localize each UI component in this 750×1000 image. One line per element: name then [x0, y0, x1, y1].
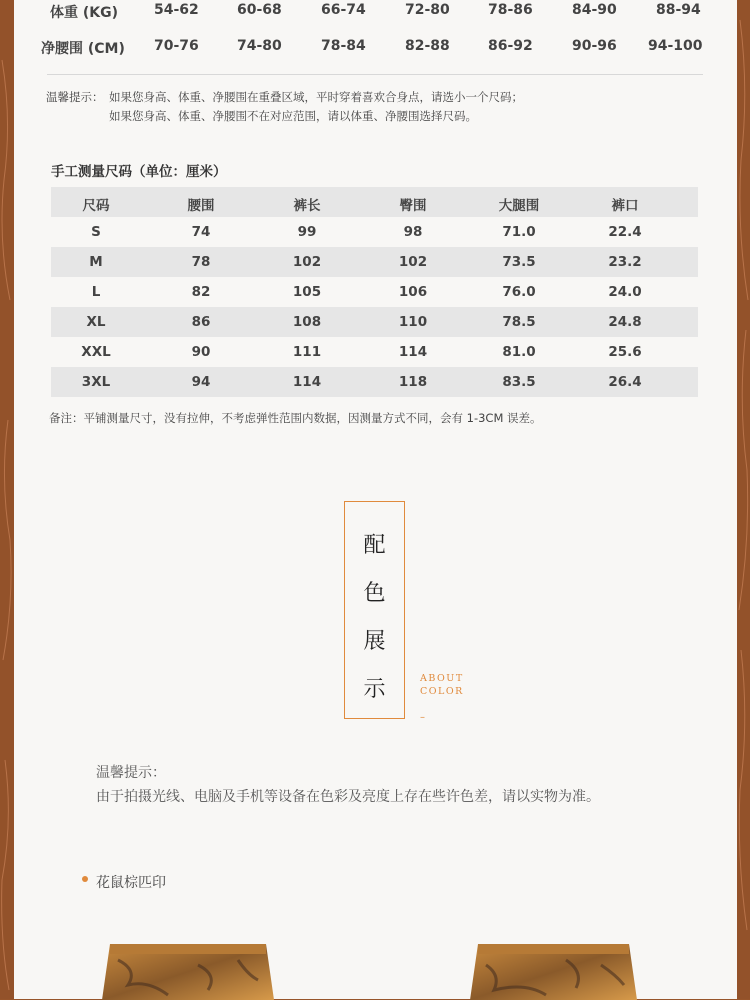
color-section-heading [344, 501, 405, 719]
table-row [51, 277, 698, 307]
table-cell: 74 [191, 224, 211, 240]
waist-value: 70-76 [154, 38, 199, 54]
table-cell: 76.0 [502, 284, 536, 300]
table-cell: 114 [292, 374, 322, 390]
table-cell: 23.2 [608, 254, 642, 270]
column-header: 大腿围 [498, 198, 540, 214]
waist-value: 86-92 [488, 38, 533, 54]
table-cell: XXL [81, 344, 111, 360]
about-dash: – [420, 712, 425, 723]
measure-table-title: 手工测量尺码（单位：厘米） [51, 164, 227, 180]
about-line: ABOUT [420, 673, 464, 684]
table-cell: 24.8 [608, 314, 642, 330]
weight-value: 88-94 [656, 2, 701, 18]
about-color-caption [420, 672, 464, 698]
weight-row [14, 2, 737, 32]
weight-value: 66-74 [321, 2, 366, 18]
column-header: 裤长 [293, 198, 321, 214]
table-cell: 83.5 [502, 374, 536, 390]
table-cell: 22.4 [608, 224, 642, 240]
measure-note: 备注：平铺测量尺寸，没有拉伸，不考虑弹性范围内数据，因测量方式不同，会有 1-3CM 误差。 [49, 411, 542, 425]
waist-value: 94-100 [648, 38, 703, 54]
table-row [51, 367, 698, 397]
table-cell: 111 [292, 344, 322, 360]
table-cell: 78 [191, 254, 211, 270]
table-cell: L [91, 284, 101, 300]
pants-image-front [98, 940, 278, 1000]
column-header: 裤口 [611, 198, 639, 214]
table-cell: 94 [191, 374, 211, 390]
table-cell: XL [86, 314, 106, 330]
column-header: 腰围 [187, 198, 215, 214]
weight-value: 84-90 [572, 2, 617, 18]
table-cell: 118 [398, 374, 428, 390]
divider [47, 74, 703, 75]
table-cell: 110 [398, 314, 428, 330]
table-header-row [51, 187, 698, 217]
weight-label: 体重 (KG) [50, 5, 119, 21]
measure-table [51, 187, 698, 397]
table-cell: 114 [398, 344, 428, 360]
column-header: 尺码 [82, 198, 110, 214]
table-cell: M [89, 254, 103, 270]
table-cell: 25.6 [608, 344, 642, 360]
table-cell: 71.0 [502, 224, 536, 240]
table-cell: 108 [292, 314, 322, 330]
weight-value: 54-62 [154, 2, 199, 18]
table-cell: 24.0 [608, 284, 642, 300]
pants-image-back [466, 940, 641, 1000]
right-decorative-band [737, 0, 750, 999]
waist-value: 78-84 [321, 38, 366, 54]
weight-value: 72-80 [405, 2, 450, 18]
table-cell: S [91, 224, 101, 240]
color-tip-body: 由于拍摄光线、电脑及手机等设备在色彩及亮度上存在些许色差，请以实物为准。 [96, 789, 600, 805]
left-decorative-band [0, 0, 14, 999]
heading-char: 展 [363, 629, 386, 654]
waist-row [14, 38, 737, 68]
weight-value: 60-68 [237, 2, 282, 18]
table-row [51, 307, 698, 337]
waist-value: 82-88 [405, 38, 450, 54]
weight-value: 78-86 [488, 2, 533, 18]
table-cell: 105 [292, 284, 322, 300]
waist-label: 净腰围 (CM) [41, 41, 125, 57]
column-header: 臀围 [399, 198, 427, 214]
table-cell: 99 [297, 224, 317, 240]
table-cell: 82 [191, 284, 211, 300]
table-cell: 102 [398, 254, 428, 270]
table-cell: 86 [191, 314, 211, 330]
about-line: COLOR [420, 686, 464, 697]
variant-name: 花鼠棕匹印 [96, 875, 166, 891]
table-cell: 98 [403, 224, 423, 240]
waist-value: 74-80 [237, 38, 282, 54]
bullet-dot-icon [82, 876, 88, 882]
table-cell: 81.0 [502, 344, 536, 360]
tip-line-2: 如果您身高、体重、净腰围不在对应范围，请以体重、净腰围选择尺码。 [109, 109, 477, 123]
table-row [51, 217, 698, 247]
heading-char: 配 [363, 533, 386, 558]
table-cell: 26.4 [608, 374, 642, 390]
waist-value: 90-96 [572, 38, 617, 54]
table-cell: 102 [292, 254, 322, 270]
table-cell: 73.5 [502, 254, 536, 270]
heading-char: 色 [363, 581, 386, 606]
table-cell: 90 [191, 344, 211, 360]
tip-line-1: 如果您身高、体重、净腰围在重叠区域，平时穿着喜欢合身点，请选小一个尺码； [109, 90, 523, 104]
color-tip-title: 温馨提示： [96, 765, 166, 781]
table-cell: 78.5 [502, 314, 536, 330]
table-cell: 3XL [81, 374, 111, 390]
content-paper [14, 0, 737, 999]
tip-prefix: 温馨提示： [46, 90, 104, 104]
table-cell: 106 [398, 284, 428, 300]
table-row [51, 247, 698, 277]
heading-char: 示 [363, 677, 386, 702]
table-row [51, 337, 698, 367]
